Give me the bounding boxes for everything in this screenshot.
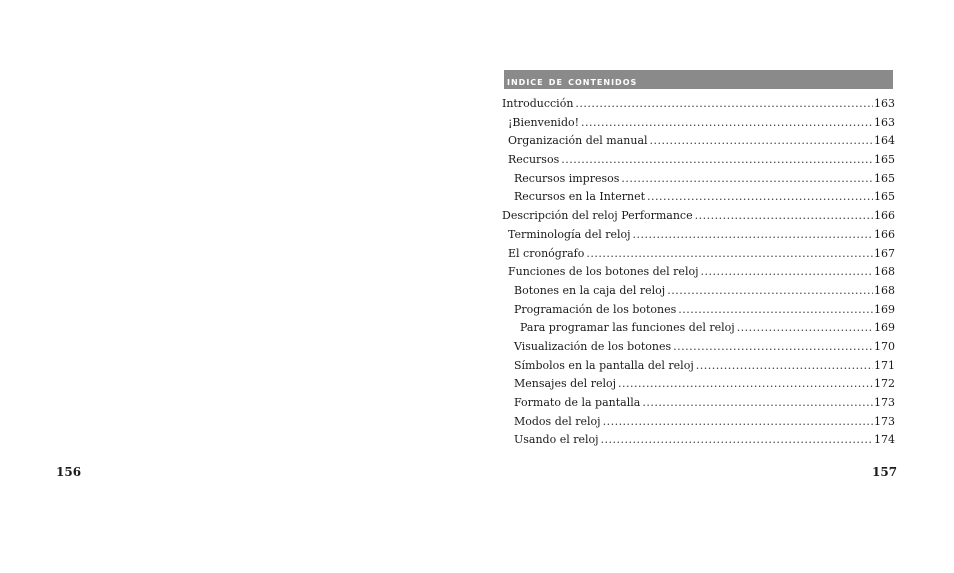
toc-entry[interactable] xyxy=(502,170,895,189)
toc-entry[interactable] xyxy=(502,263,895,282)
toc-dot-leader xyxy=(650,132,873,151)
toc-entry-page: 169 xyxy=(874,302,895,316)
toc-entry[interactable] xyxy=(502,394,895,413)
toc-entry-title: Recursos xyxy=(508,153,560,167)
toc-entry[interactable] xyxy=(502,151,895,170)
toc-entry[interactable] xyxy=(502,282,895,301)
toc-entry-page: 167 xyxy=(874,246,895,260)
toc-entry[interactable] xyxy=(502,301,895,320)
toc-entry-title: Terminología del reloj xyxy=(508,227,631,241)
toc-entry-page: 170 xyxy=(874,339,895,353)
toc-dot-leader xyxy=(647,188,873,207)
toc-entry-page: 166 xyxy=(874,209,895,223)
toc-dot-leader xyxy=(575,95,873,114)
toc-entry[interactable] xyxy=(502,114,895,133)
toc-entry[interactable] xyxy=(502,375,895,394)
toc-entry-page: 169 xyxy=(874,321,895,335)
toc-entry-page: 165 xyxy=(874,190,895,204)
toc-entry-page: 173 xyxy=(874,396,895,409)
toc-entry-title: Mensajes del reloj xyxy=(514,377,617,391)
toc-dot-leader xyxy=(561,151,873,170)
toc-entry-page: 173 xyxy=(874,414,895,428)
toc-dot-leader xyxy=(678,301,873,320)
toc-dot-leader xyxy=(621,170,873,189)
toc-dot-leader xyxy=(618,375,873,394)
toc-entry-title: Visualización de los botones xyxy=(514,339,672,353)
toc-entry-title: Programación de los botones xyxy=(514,302,677,316)
toc-entry-page: 172 xyxy=(874,377,895,391)
toc-dot-leader xyxy=(696,357,873,376)
toc-entry-page: 168 xyxy=(874,265,895,279)
toc-entry-page: 165 xyxy=(874,153,895,167)
toc-entry[interactable] xyxy=(502,357,895,376)
table-of-contents xyxy=(502,95,895,450)
toc-entry-page: 168 xyxy=(874,283,895,297)
toc-entry-title: Recursos impresos xyxy=(514,171,620,185)
toc-entry-title: Introducción xyxy=(502,97,574,110)
toc-entry-page: 174 xyxy=(874,433,895,447)
toc-dot-leader xyxy=(586,245,873,264)
toc-entry-title: Descripción del reloj Performance xyxy=(502,209,693,223)
toc-dot-leader xyxy=(667,282,873,301)
toc-entry-page: 163 xyxy=(874,115,895,129)
toc-entry-page: 163 xyxy=(874,97,895,110)
left-page-number: 156 xyxy=(56,465,82,479)
toc-dot-leader xyxy=(601,431,873,450)
toc-entry[interactable] xyxy=(502,338,895,357)
toc-entry-title: Recursos en la Internet xyxy=(514,190,646,204)
toc-entry-page: 166 xyxy=(874,227,895,241)
section-header-bar xyxy=(504,70,893,89)
toc-entry[interactable] xyxy=(502,319,895,338)
toc-entry-title: Funciones de los botones del reloj xyxy=(508,265,699,279)
toc-entry[interactable] xyxy=(502,95,895,114)
toc-entry-title: Símbolos en la pantalla del reloj xyxy=(514,358,694,372)
toc-dot-leader xyxy=(642,394,873,413)
toc-entry-title: El cronógrafo xyxy=(508,246,585,260)
toc-dot-leader xyxy=(673,338,873,357)
toc-entry-title: Botones en la caja del reloj xyxy=(514,283,666,297)
toc-dot-leader xyxy=(633,226,873,245)
toc-entry[interactable] xyxy=(502,132,895,151)
toc-entry-title: Usando el reloj xyxy=(514,433,599,447)
toc-entry-page: 171 xyxy=(874,358,895,372)
toc-dot-leader xyxy=(701,263,874,282)
toc-entry-page: 165 xyxy=(874,171,895,185)
toc-entry-title: Formato de la pantalla xyxy=(514,396,641,409)
toc-entry-title: Modos del reloj xyxy=(514,414,601,428)
toc-dot-leader xyxy=(603,413,873,432)
toc-entry[interactable] xyxy=(502,226,895,245)
toc-entry[interactable] xyxy=(502,188,895,207)
toc-entry[interactable] xyxy=(502,245,895,264)
toc-entry[interactable] xyxy=(502,413,895,432)
toc-dot-leader xyxy=(695,207,873,226)
toc-entry-title: Organización del manual xyxy=(508,134,648,148)
toc-entry[interactable] xyxy=(502,207,895,226)
toc-entry-title: Para programar las funciones del reloj xyxy=(520,321,735,335)
right-page-number: 157 xyxy=(872,465,898,479)
toc-dot-leader xyxy=(737,319,873,338)
toc-entry[interactable] xyxy=(502,431,895,450)
toc-dot-leader xyxy=(581,114,873,133)
section-title: indice de contenidos xyxy=(507,74,638,88)
toc-entry-title: ¡Bienvenido! xyxy=(508,115,580,129)
toc-entry-page: 164 xyxy=(874,134,895,148)
